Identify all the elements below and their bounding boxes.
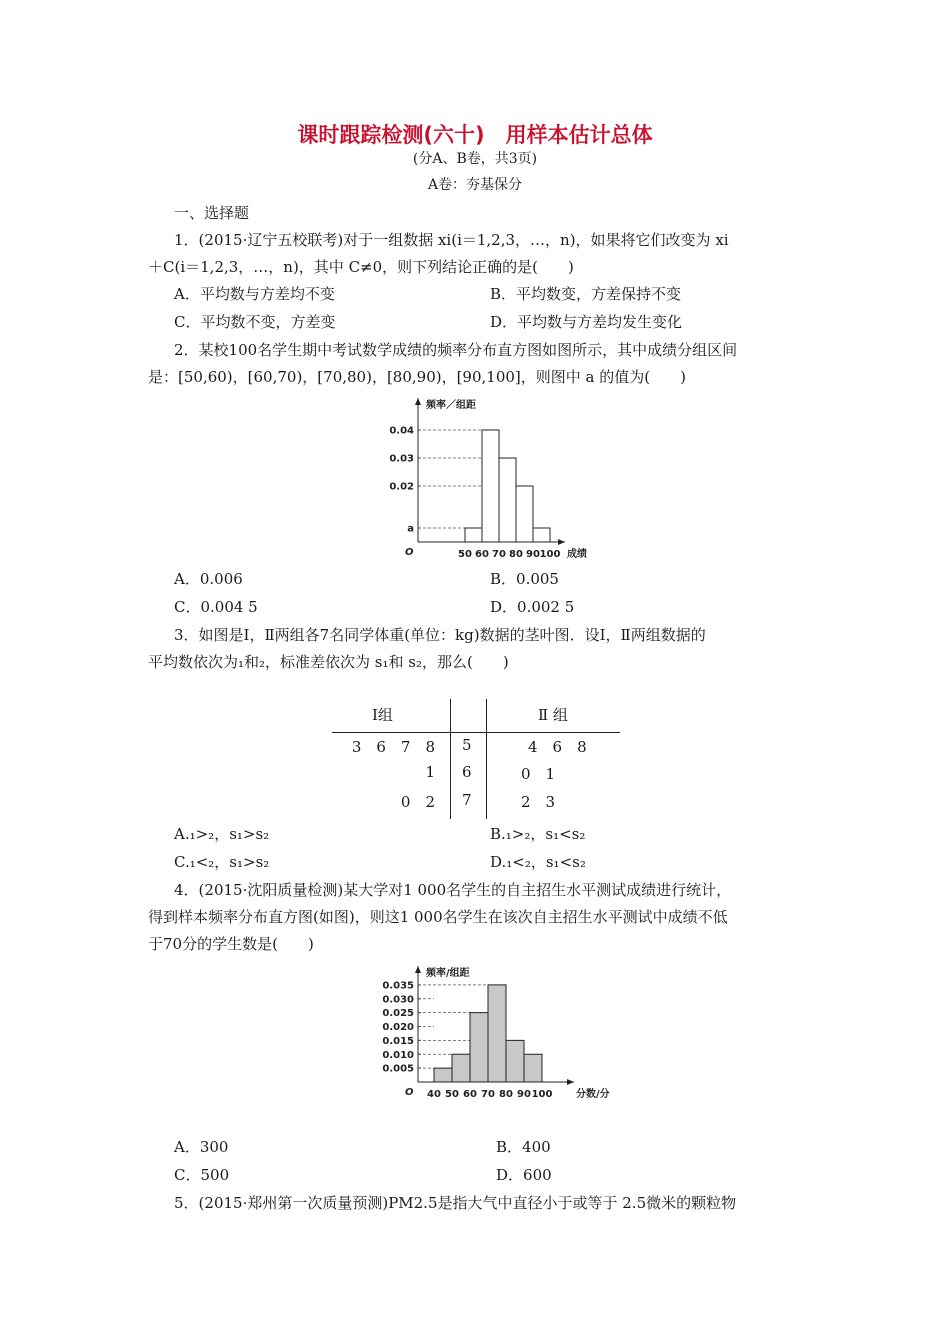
- stem-leaf-table: [332, 699, 620, 819]
- page-subtitle: (分A、B卷，共3页): [412, 151, 538, 167]
- y-tick-label: 0.010: [382, 1049, 414, 1061]
- q3-option-a: A.₁>₂，s₁>s₂: [174, 825, 270, 843]
- q4-option-c: C．500: [174, 1166, 230, 1184]
- q1-option-d: D．平均数与方差均发生变化: [490, 313, 683, 331]
- x-tick-label: 80: [509, 549, 523, 560]
- y-tick-label: 0.02: [389, 481, 414, 493]
- q1-option-c: C．平均数不变，方差变: [174, 313, 336, 331]
- y-tick-label: 0.035: [382, 980, 414, 992]
- histogram-bar: [516, 486, 533, 542]
- q4-option-b: B．400: [496, 1138, 551, 1156]
- y-axis-label: 频率/组距: [426, 968, 470, 979]
- table-header-group-2: Ⅱ 组: [538, 706, 568, 724]
- histogram-bar: [499, 458, 516, 542]
- origin-label: O: [405, 1087, 414, 1098]
- q4-line3: 于70分的学生数是( ): [148, 935, 314, 953]
- q5-line1: 5．(2015·郑州第一次质量预测)PM2.5是指大气中直径小于或等于 2.5微米的颗粒物: [174, 1194, 737, 1212]
- x-axis-arrow: [558, 539, 565, 545]
- q4-line2: 得到样本频率分布直方图(如图)，则这1 000名学生在该次自主招生水平测试中成绩不低: [148, 908, 728, 926]
- histogram-chart-1: [360, 392, 620, 564]
- q4-option-d: D．600: [496, 1166, 552, 1184]
- q1-line2: ＋C(i＝1,2,3，…，n)，其中 C≠0，则下列结论正确的是( ): [148, 258, 574, 276]
- x-tick-label: 60: [475, 549, 489, 560]
- q2-line1: 2．某校100名学生期中考试数学成绩的频率分布直方图如图所示，其中成绩分组区间: [174, 341, 738, 359]
- q1-option-a: A．平均数与方差均不变: [174, 285, 335, 303]
- table-header-group-1: Ⅰ组: [372, 706, 393, 724]
- y-tick-label: a: [407, 523, 414, 535]
- stem-row-2: 6: [462, 763, 472, 781]
- x-tick-label: 50: [445, 1089, 459, 1100]
- leaf-right-row-1: 4 6 8: [528, 738, 587, 756]
- leaf-right-row-3: 2 3: [521, 793, 556, 811]
- histogram-bar: [465, 528, 482, 542]
- y-axis-label: 频率／组距: [426, 400, 476, 411]
- histogram-bar: [506, 1040, 524, 1082]
- y-axis-arrow: [415, 966, 421, 973]
- x-tick-label: 50: [458, 549, 472, 560]
- x-tick-label: 70: [492, 549, 506, 560]
- histogram-bar: [452, 1054, 470, 1082]
- histogram-bar: [434, 1068, 452, 1082]
- q3-line1: 3．如图是Ⅰ，Ⅱ两组各7名同学体重(单位：kg)数据的茎叶图．设Ⅰ，Ⅱ两组数据的: [174, 626, 706, 644]
- x-tick-label: 80: [499, 1089, 513, 1100]
- histogram-bar: [524, 1054, 542, 1082]
- q2-line2: 是：[50,60)，[60,70)，[70,80)，[80,90)，[90,100]，则图中 a 的值为( ): [148, 368, 686, 386]
- y-tick-label: 0.020: [382, 1022, 414, 1033]
- x-tick-label: 70: [481, 1089, 495, 1100]
- y-tick-label: 0.030: [382, 994, 414, 1006]
- y-tick-label: 0.005: [382, 1063, 414, 1075]
- origin-label: O: [405, 547, 414, 558]
- x-tick-label: 40: [427, 1089, 441, 1100]
- y-tick-label: 0.03: [389, 453, 414, 465]
- q2-option-c: C．0.004 5: [174, 598, 258, 616]
- q2-option-d: D．0.002 5: [490, 598, 575, 616]
- q3-option-d: D.₁<₂，s₁<s₂: [490, 853, 586, 871]
- q2-option-a: A．0.006: [174, 570, 243, 588]
- histogram-chart-2: [368, 960, 628, 1106]
- histogram-bar: [533, 528, 550, 542]
- q3-option-c: C.₁<₂，s₁>s₂: [174, 853, 270, 871]
- leaf-right-row-2: 0 1: [521, 765, 556, 783]
- q1-option-b: B．平均数变，方差保持不变: [490, 285, 682, 303]
- y-axis-arrow: [415, 398, 421, 405]
- y-tick-label: 0.04: [389, 425, 414, 437]
- x-tick-label: 60: [463, 1089, 477, 1100]
- leaf-left-row-2: 1: [425, 763, 435, 781]
- x-tick-label: 100: [531, 1089, 553, 1100]
- leaf-left-row-1: 3 6 7 8: [351, 738, 435, 756]
- page-title: 课时跟踪检测(六十) 用样本估计总体: [297, 123, 653, 147]
- x-tick-label: 90: [517, 1089, 531, 1100]
- x-axis-arrow: [567, 1079, 574, 1085]
- x-axis-label: 成绩: [567, 549, 587, 560]
- histogram-bar: [488, 985, 506, 1082]
- stem-row-3: 7: [462, 791, 472, 809]
- q3-line2: 平均数依次为₁和₂，标准差依次为 s₁和 s₂，那么( ): [148, 653, 509, 671]
- y-tick-label: 0.025: [382, 1008, 414, 1020]
- q3-option-b: B.₁>₂，s₁<s₂: [490, 825, 586, 843]
- x-tick-label: 90: [526, 549, 540, 560]
- y-tick-label: 0.015: [382, 1035, 414, 1047]
- histogram-bar: [482, 430, 499, 542]
- leaf-left-row-3: 0 2: [400, 793, 435, 811]
- x-tick-label: 100: [539, 549, 561, 560]
- q4-option-a: A．300: [174, 1138, 229, 1156]
- part-label: 一、选择题: [174, 204, 250, 222]
- q1-line1: 1．(2015·辽宁五校联考)对于一组数据 xi(i＝1,2,3，…，n)，如果将它们改变为 xi: [174, 231, 729, 249]
- histogram-bar: [470, 1013, 488, 1082]
- q4-line1: 4．(2015·沈阳质量检测)某大学对1 000名学生的自主招生水平测试成绩进行统计，: [174, 881, 732, 899]
- x-axis-label: 分数/分: [576, 1089, 610, 1100]
- q2-option-b: B．0.005: [490, 570, 559, 588]
- section-label: A卷：夯基保分: [427, 177, 523, 193]
- stem-row-1: 5: [462, 736, 472, 754]
